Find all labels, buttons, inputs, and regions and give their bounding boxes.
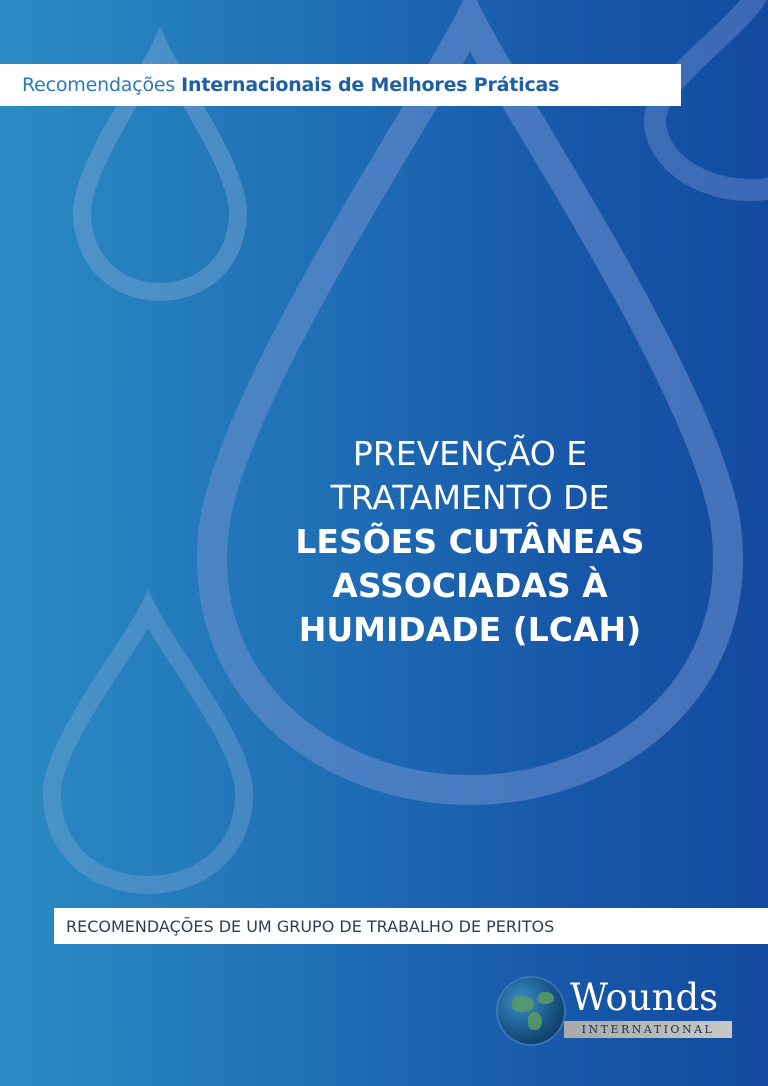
subtitle-text: RECOMENDAÇÕES DE UM GRUPO DE TRABALHO DE PERITOS	[66, 916, 555, 936]
title-line-4: ASSOCIADAS À	[332, 566, 608, 605]
subtitle-banner	[54, 908, 768, 944]
title-line-2: TRATAMENTO DE	[330, 478, 610, 517]
publisher-name: Wounds	[570, 976, 719, 1019]
series-emphasis: Internacionais de Melhores Práticas	[181, 74, 560, 96]
title-line-5: HUMIDADE (LCAH)	[298, 610, 642, 649]
series-prefix: Recomendações	[22, 74, 176, 96]
small-drop-outline-bottom-left	[52, 610, 244, 885]
series-banner	[0, 64, 681, 106]
title-line-1: PREVENÇÃO E	[352, 434, 588, 473]
publisher-logo	[498, 976, 738, 1050]
publisher-subname: INTERNATIONAL	[581, 1023, 715, 1036]
title-line-3: LESÕES CUTÂNEAS	[295, 522, 645, 561]
globe-icon	[498, 978, 564, 1044]
publisher-subname-bar	[564, 1021, 732, 1038]
document-title	[250, 432, 690, 652]
